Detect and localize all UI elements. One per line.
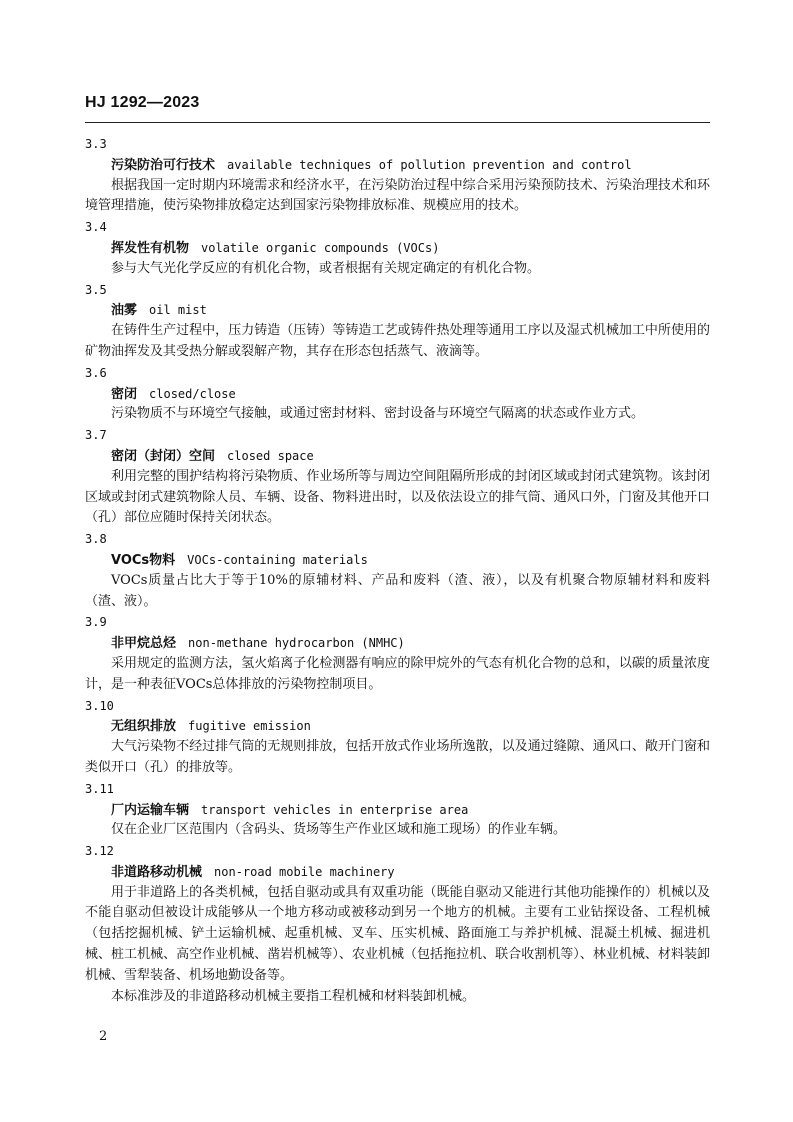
term-title: [85, 446, 710, 467]
term-chinese-name: 密闭: [111, 386, 138, 402]
term-english-name: non-road mobile machinery: [214, 864, 395, 879]
page-number: 2: [99, 1029, 108, 1044]
term-number: 3.12: [85, 844, 114, 859]
term-title: [85, 384, 710, 405]
term-entry: [85, 425, 710, 529]
term-title: [85, 633, 710, 654]
term-number: 3.10: [85, 698, 114, 713]
term-english-name: available techniques of pollution prevention and control: [227, 157, 632, 172]
term-number: 3.4: [85, 220, 107, 235]
term-definition: 在铸件生产过程中，压力铸造（压铸）等铸造工艺或铸件热处理等通用工序以及湿式机械加工中所使用的矿物油挥发及其受热分解或裂解产物，其存在形态包括蒸气、液滴等。: [85, 323, 710, 359]
term-entry: [85, 217, 710, 279]
term-entry: [85, 363, 710, 425]
term-entry: [85, 529, 710, 612]
term-definition: 本标准涉及的非道路移动机械主要指工程机械和材料装卸机械。: [111, 988, 476, 1004]
term-definition: 根据我国一定时期内环境需求和经济水平，在污染防治过程中综合采用污染预防技术、污染治理技术和环境管理措施，使污染物排放稳定达到国家污染物排放标准、规模应用的技术。: [85, 177, 710, 214]
term-number: 3.9: [85, 615, 107, 630]
term-title: [85, 862, 710, 883]
term-number: 3.6: [85, 365, 107, 380]
term-english-name: closed space: [227, 448, 314, 463]
term-number: 3.8: [85, 532, 107, 547]
term-definition: 仅在企业厂区范围内（含码头、货场等生产作业区域和施工现场）的作业车辆。: [111, 822, 567, 838]
term-entry: [85, 779, 710, 841]
term-definition: 污染物质不与环境空气接触，或通过密封材料、密封设备与环境空气隔离的状态或作业方式。: [111, 406, 645, 422]
term-title: [85, 550, 710, 571]
term-chinese-name: 油雾: [111, 303, 138, 319]
term-english-name: non-methane hydrocarbon (NMHC): [188, 636, 405, 651]
terms-section: [85, 134, 710, 1007]
term-english-name: closed/close: [149, 386, 236, 401]
term-number: 3.11: [85, 781, 114, 796]
term-definition: VOCs质量占比大于等于10%的原辅材料、产品和废料（渣、液），以及有机聚合物原辅材料和废料（渣、液）。: [85, 572, 710, 609]
term-english-name: VOCs-containing materials: [187, 552, 368, 567]
standard-code: HJ 1292—2023: [85, 94, 200, 111]
term-chinese-name: 厂内运输车辆: [111, 802, 190, 818]
term-title: [85, 155, 710, 176]
header-divider: [85, 122, 710, 123]
term-english-name: fugitive emission: [188, 719, 311, 734]
term-chinese-name: 无组织排放: [111, 719, 177, 735]
term-definition: 大气污染物不经过排气筒的无规则排放，包括开放式作业场所逸散，以及通过缝隙、通风口、敞开门窗和类似开口（孔）的排放等。: [85, 739, 710, 775]
term-chinese-name: 非甲烷总烃: [111, 636, 177, 652]
term-english-name: transport vehicles in enterprise area: [201, 802, 469, 817]
term-number: 3.5: [85, 282, 107, 297]
term-number: 3.3: [85, 137, 107, 151]
term-number: 3.7: [85, 428, 107, 443]
term-definition: 采用规定的监测方法，氢火焰离子化检测器有响应的除甲烷外的气态有机化合物的总和，以碳的质量浓度计，是一种表征VOCs总体排放的污染物控制项目。: [85, 655, 710, 692]
term-entry: [85, 696, 710, 779]
term-entry: [85, 841, 710, 1007]
term-entry: [85, 134, 710, 217]
term-english-name: volatile organic compounds (VOCs): [201, 240, 440, 255]
term-chinese-name: 污染防治可行技术: [111, 157, 216, 173]
term-entry: [85, 612, 710, 695]
term-chinese-name: 密闭（封闭）空间: [111, 448, 216, 464]
term-title: [85, 238, 710, 259]
term-entry: [85, 280, 710, 363]
term-definition: 利用完整的围护结构将污染物质、作业场所等与周边空间阻隔所形成的封闭区域或封闭式建筑物。该封闭区域或封闭式建筑物除人员、车辆、设备、物料进出时，以及依法设立的排气筒、通风口外，门窗及其他开口（孔）部位应随时保持关闭状态。: [85, 468, 710, 526]
term-english-name: oil mist: [149, 303, 207, 318]
term-definition: 用于非道路上的各类机械，包括自驱动或具有双重功能（既能自驱动又能进行其他功能操作的）机械以及不能自驱动但被设计成能够从一个地方移动或被移动到另一个地方的机械。主要有工业钻探设备、工程机械（包括挖掘机械、铲土运输机械、起重机械、叉车、压实机械、路面施工与养护机械、混凝土机械、掘进机械、桩工机械、高空作业机械、凿岩机械等）、农业机械（包括拖拉机、联合收割机等）、林业机械、材料装卸机械、雪犁装备、机场地勤设备等。: [85, 884, 710, 983]
term-title: [85, 716, 710, 737]
term-title: [85, 800, 710, 821]
term-definition: 参与大气光化学反应的有机化合物，或者根据有关规定确定的有机化合物。: [111, 260, 541, 276]
term-chinese-name: 挥发性有机物: [111, 240, 190, 256]
term-chinese-name: VOCs物料: [111, 552, 176, 568]
term-title: [85, 300, 710, 321]
term-chinese-name: 非道路移动机械: [111, 864, 203, 880]
